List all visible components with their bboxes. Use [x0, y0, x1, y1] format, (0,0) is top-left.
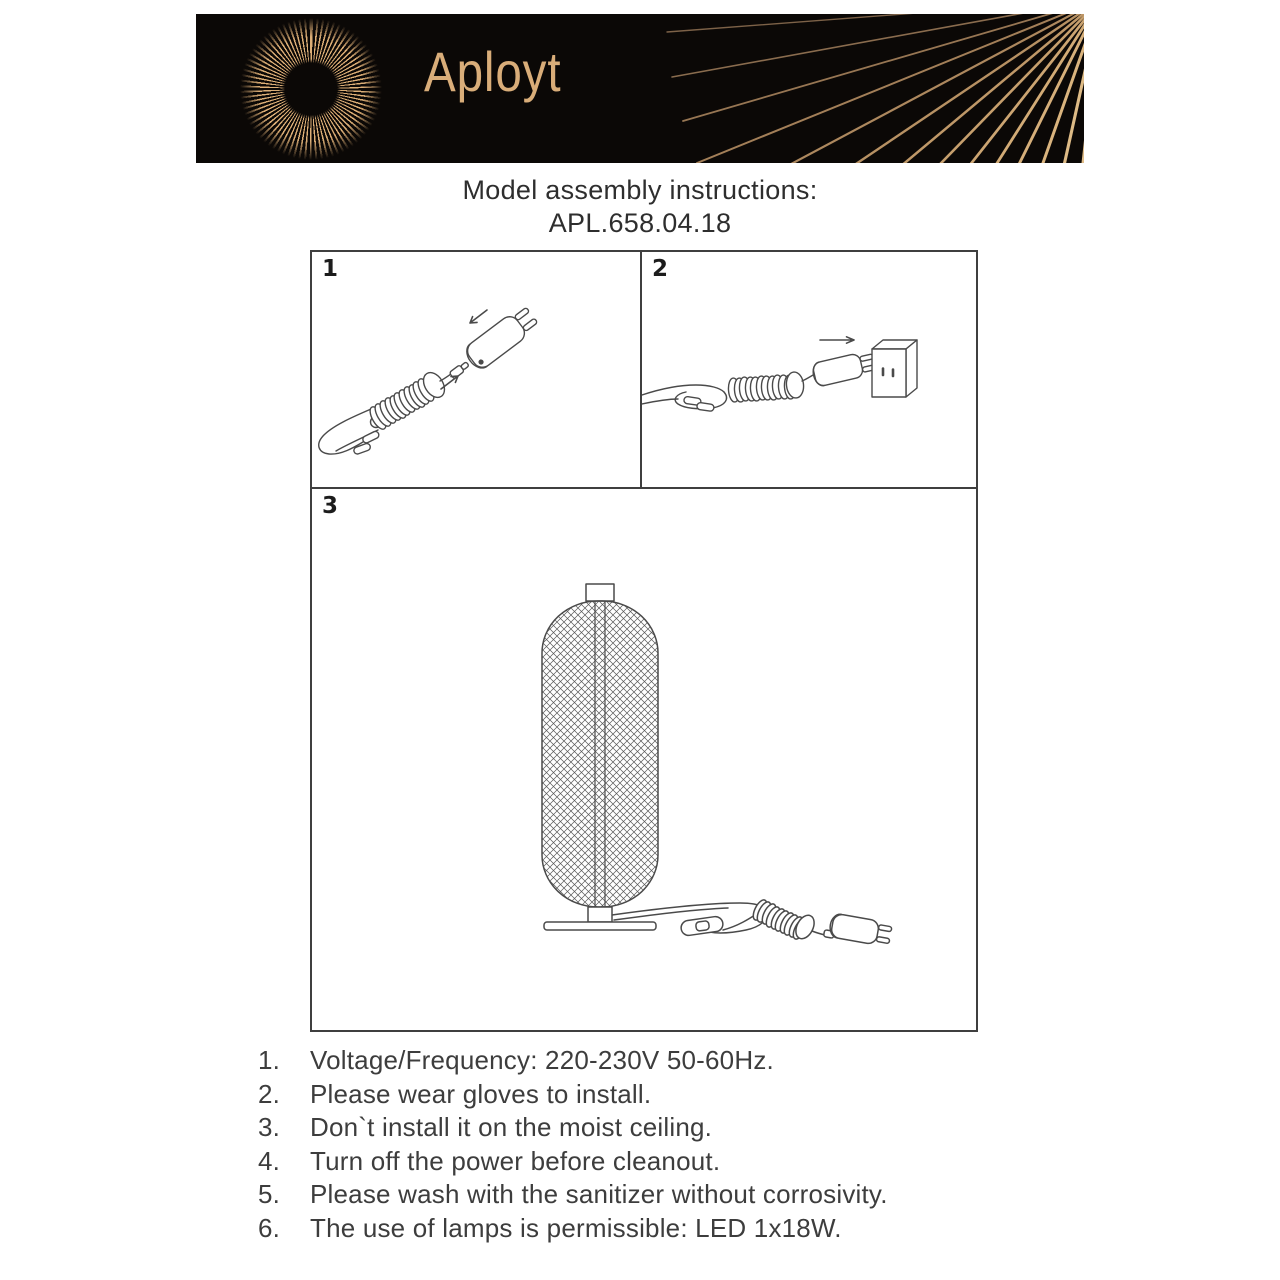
item-text: Turn off the power before cleanout. — [310, 1145, 721, 1176]
assembly-diagram — [310, 250, 978, 1032]
power-adapter — [811, 350, 877, 387]
item-number: 1. — [258, 1045, 281, 1075]
model-number: APL.658.04.18 — [548, 208, 732, 238]
instruction-item — [258, 1145, 1018, 1179]
step-number: 3 — [322, 493, 339, 519]
instruction-list — [258, 1044, 1018, 1245]
lamp-base — [544, 907, 656, 930]
gold-rays-decoration — [196, 14, 1084, 163]
power-adapter — [462, 304, 540, 373]
brand-banner — [196, 14, 1084, 163]
step-number: 2 — [652, 256, 669, 282]
assembly-step-3 — [312, 489, 976, 1032]
lamp-cord-ends — [642, 385, 727, 412]
item-text: Please wear gloves to install. — [310, 1078, 652, 1109]
assembly-step-2 — [642, 252, 976, 487]
item-text: The use of lamps is permissible: LED 1x18W. — [310, 1212, 842, 1243]
item-number: 3. — [258, 1112, 281, 1142]
page-title: Model assembly instructions: — [462, 175, 818, 205]
instruction-item — [258, 1111, 1018, 1145]
item-text: Voltage/Frequency: 220-230V 50-60Hz. — [310, 1045, 774, 1075]
assembled-lamp-drawing — [312, 489, 976, 1032]
item-text: Don`t install it on the moist ceiling. — [310, 1112, 713, 1142]
lamp-body — [542, 584, 658, 907]
instruction-item — [258, 1212, 1018, 1246]
item-number: 2. — [258, 1078, 281, 1109]
item-text: Please wash with the sanitizer without corrosivity. — [310, 1179, 888, 1209]
item-number: 6. — [258, 1212, 281, 1243]
item-number: 4. — [258, 1145, 281, 1176]
wall-socket — [872, 340, 917, 397]
title-block — [0, 174, 1280, 240]
item-number: 5. — [258, 1179, 281, 1209]
cord-adapter-drawing — [312, 252, 640, 487]
assembly-step-1 — [312, 252, 642, 487]
power-adapter — [828, 913, 892, 947]
plug-arrow-icon — [820, 337, 854, 343]
coiled-cord — [728, 371, 805, 402]
coiled-cord — [751, 898, 818, 942]
step-number: 1 — [322, 256, 339, 282]
instruction-item — [258, 1044, 1018, 1078]
brand-name: Aployt — [424, 40, 562, 103]
coiled-cord — [367, 369, 449, 432]
instruction-item — [258, 1178, 1018, 1212]
plug-into-socket-drawing — [642, 252, 976, 487]
instruction-item — [258, 1078, 1018, 1112]
